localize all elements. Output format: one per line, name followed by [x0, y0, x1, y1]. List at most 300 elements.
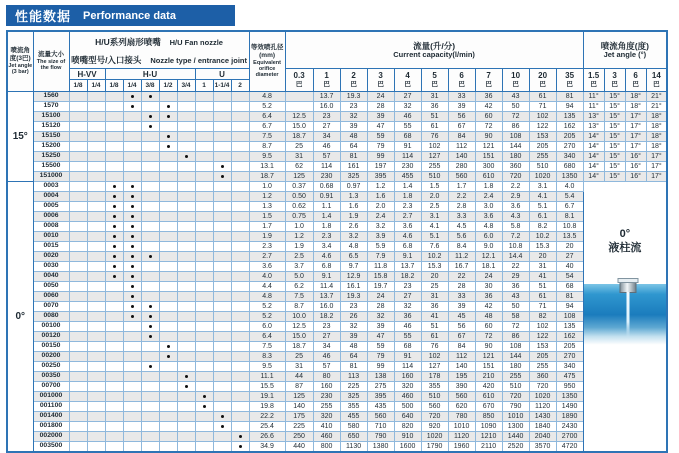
dot-marker	[167, 345, 170, 348]
joint-dot-cell	[69, 402, 87, 412]
joint-dot-cell	[195, 152, 213, 162]
capacity-cell: 16.7	[448, 262, 475, 272]
jet-angle-cell: 13°	[583, 112, 604, 122]
header-row-groups	[7, 69, 667, 80]
capacity-cell: 3570	[529, 442, 556, 453]
capacity-cell: 102	[529, 322, 556, 332]
joint-dot-cell	[177, 142, 195, 152]
joint-dot-cell	[87, 92, 105, 102]
capacity-cell: 3.1	[421, 212, 448, 222]
dot-marker	[185, 375, 188, 378]
joint-dot-cell	[159, 132, 177, 142]
jet-angle-cell: 11°	[583, 92, 604, 102]
capacity-cell: 0.75	[285, 212, 313, 222]
capacity-cell: 86	[502, 332, 529, 342]
capacity-cell: 50	[502, 102, 529, 112]
joint-dot-cell	[141, 142, 159, 152]
flow-number-cell: 0010	[33, 232, 69, 242]
dot-marker	[221, 165, 224, 168]
capacity-cell: 300	[475, 162, 502, 172]
joint-dot-cell	[105, 292, 123, 302]
joint-dot-cell	[195, 372, 213, 382]
capacity-cell: 13.7	[313, 292, 340, 302]
pressure-header: 6 巴	[448, 69, 475, 92]
jet-angle-cell: 17°	[625, 112, 646, 122]
zero-angle-panel	[583, 182, 667, 453]
joint-dot-cell	[87, 162, 105, 172]
capacity-cell: 79	[367, 142, 394, 152]
joint-dot-cell	[105, 262, 123, 272]
joint-dot-cell	[123, 332, 141, 342]
joint-dot-cell	[195, 122, 213, 132]
capacity-cell: 15.8	[367, 272, 394, 282]
dot-marker	[149, 315, 152, 318]
joint-dot-cell	[105, 92, 123, 102]
table-row	[7, 242, 667, 252]
joint-dot-cell	[195, 212, 213, 222]
joint-dot-cell	[69, 142, 87, 152]
capacity-cell: 1.2	[285, 232, 313, 242]
capacity-cell: 18.2	[394, 272, 421, 282]
joint-dot-cell	[159, 312, 177, 322]
joint-dot-cell	[159, 92, 177, 102]
jet-angle-cell: 14°	[583, 162, 604, 172]
joint-dot-cell	[141, 162, 159, 172]
joint-dot-cell	[141, 182, 159, 192]
joint-dot-cell	[177, 332, 195, 342]
capacity-cell: 1090	[475, 422, 502, 432]
table-row	[7, 312, 667, 322]
capacity-cell: 60	[475, 322, 502, 332]
joint-dot-cell	[105, 312, 123, 322]
capacity-cell: 4.0	[556, 182, 583, 192]
capacity-cell: 195	[448, 372, 475, 382]
capacity-cell: 71	[529, 302, 556, 312]
capacity-cell: 395	[367, 172, 394, 182]
joint-dot-cell	[69, 382, 87, 392]
joint-dot-cell	[177, 182, 195, 192]
capacity-cell: 60	[475, 112, 502, 122]
capacity-cell: 255	[529, 362, 556, 372]
capacity-cell: 125	[285, 172, 313, 182]
dot-marker	[131, 205, 134, 208]
capacity-cell: 3.7	[285, 262, 313, 272]
nozzle-size-header: 1/2	[159, 80, 177, 92]
jet-pressure-header: 1.5 巴	[583, 69, 604, 92]
flow-number-cell: 00700	[33, 382, 69, 392]
capacity-cell: 25	[421, 282, 448, 292]
dot-marker	[131, 95, 134, 98]
capacity-cell: 138	[367, 372, 394, 382]
orifice-diameter-cell: 8.7	[249, 142, 285, 152]
joint-dot-cell	[123, 252, 141, 262]
joint-dot-cell	[123, 272, 141, 282]
joint-dot-cell	[231, 172, 249, 182]
joint-dot-cell	[177, 362, 195, 372]
joint-dot-cell	[213, 372, 231, 382]
joint-dot-cell	[69, 162, 87, 172]
flow-number-cell: 0050	[33, 282, 69, 292]
dot-marker	[149, 255, 152, 258]
capacity-cell: 710	[367, 422, 394, 432]
table-row	[7, 362, 667, 372]
liquid-column-label: 液柱流	[608, 241, 642, 254]
joint-dot-cell	[231, 102, 249, 112]
table-row	[7, 372, 667, 382]
capacity-cell: 40	[556, 262, 583, 272]
dot-marker	[113, 195, 116, 198]
joint-dot-cell	[87, 102, 105, 112]
table-row	[7, 342, 667, 352]
capacity-cell: 2.3	[394, 202, 421, 212]
joint-dot-cell	[123, 222, 141, 232]
capacity-cell: 59	[367, 342, 394, 352]
capacity-cell: 43	[502, 292, 529, 302]
dot-marker	[167, 115, 170, 118]
capacity-cell: 1.8	[475, 182, 502, 192]
joint-dot-cell	[87, 392, 105, 402]
capacity-cell: 64	[340, 142, 367, 152]
capacity-cell: 1960	[448, 442, 475, 453]
joint-dot-cell	[195, 242, 213, 252]
jet-angle-cell: 15°	[604, 142, 625, 152]
capacity-cell: 36	[421, 302, 448, 312]
joint-dot-cell	[195, 252, 213, 262]
joint-dot-cell	[213, 392, 231, 402]
joint-dot-cell	[231, 192, 249, 202]
capacity-cell: 72	[475, 332, 502, 342]
joint-dot-cell	[177, 102, 195, 112]
capacity-cell: 114	[313, 162, 340, 172]
joint-dot-cell	[69, 432, 87, 442]
joint-dot-cell	[159, 372, 177, 382]
orifice-diameter-cell: 19.1	[249, 392, 285, 402]
joint-dot-cell	[177, 312, 195, 322]
dot-marker	[113, 205, 116, 208]
capacity-cell: 820	[394, 422, 421, 432]
joint-dot-cell	[177, 282, 195, 292]
capacity-cell: 455	[394, 172, 421, 182]
capacity-cell: 43	[502, 92, 529, 102]
capacity-cell: 94	[556, 302, 583, 312]
capacity-cell: 720	[529, 382, 556, 392]
capacity-cell: 36	[475, 292, 502, 302]
joint-dot-cell	[123, 402, 141, 412]
joint-dot-cell	[87, 212, 105, 222]
capacity-cell: 68	[394, 132, 421, 142]
joint-dot-cell	[87, 182, 105, 192]
flow-number-cell: 0060	[33, 292, 69, 302]
joint-dot-cell	[195, 402, 213, 412]
capacity-cell: 3.2	[367, 222, 394, 232]
joint-dot-cell	[69, 372, 87, 382]
joint-dot-cell	[177, 92, 195, 102]
joint-dot-cell	[105, 102, 123, 112]
table-row	[7, 172, 667, 182]
capacity-cell: 5.6	[448, 232, 475, 242]
joint-dot-cell	[231, 202, 249, 212]
capacity-cell: 0.50	[285, 192, 313, 202]
joint-dot-cell	[213, 442, 231, 453]
joint-dot-cell	[231, 142, 249, 152]
capacity-cell: 6.0	[475, 232, 502, 242]
joint-dot-cell	[213, 432, 231, 442]
joint-dot-cell	[159, 352, 177, 362]
capacity-cell: 76	[421, 342, 448, 352]
joint-dot-cell	[141, 342, 159, 352]
pressure-header: 20 巴	[529, 69, 556, 92]
joint-dot-cell	[159, 122, 177, 132]
table-row	[7, 412, 667, 422]
pressure-header: 35 巴	[556, 69, 583, 92]
joint-dot-cell	[105, 332, 123, 342]
joint-dot-cell	[195, 222, 213, 232]
dot-marker	[113, 225, 116, 228]
capacity-cell: 2.4	[475, 192, 502, 202]
dot-marker	[149, 125, 152, 128]
joint-dot-cell	[141, 332, 159, 342]
joint-dot-cell	[69, 272, 87, 282]
capacity-cell: 2520	[502, 442, 529, 453]
joint-dot-cell	[69, 352, 87, 362]
capacity-cell: 94	[556, 102, 583, 112]
capacity-cell: 160	[313, 382, 340, 392]
joint-dot-cell	[177, 212, 195, 222]
jet-angle-cell: 18°	[646, 132, 667, 142]
orifice-diameter-cell: 2.3	[249, 242, 285, 252]
capacity-cell: 8.1	[556, 212, 583, 222]
flow-number-cell: 15200	[33, 142, 69, 152]
joint-dot-cell	[69, 252, 87, 262]
table-row	[7, 322, 667, 332]
capacity-cell: 26	[340, 312, 367, 322]
joint-dot-cell	[177, 372, 195, 382]
dot-marker	[149, 365, 152, 368]
capacity-cell: 48	[340, 132, 367, 142]
capacity-cell: 55	[394, 332, 421, 342]
joint-dot-cell	[213, 262, 231, 272]
table-row	[7, 182, 667, 192]
joint-dot-cell	[141, 402, 159, 412]
capacity-cell: 16.0	[313, 102, 340, 112]
table-row	[7, 212, 667, 222]
joint-dot-cell	[123, 132, 141, 142]
joint-dot-cell	[123, 122, 141, 132]
capacity-cell: 580	[340, 422, 367, 432]
joint-dot-cell	[141, 422, 159, 432]
flow-number-cell: 0008	[33, 222, 69, 232]
capacity-cell: 19.3	[340, 292, 367, 302]
joint-dot-cell	[105, 372, 123, 382]
capacity-cell: 11.2	[448, 252, 475, 262]
joint-dot-cell	[123, 292, 141, 302]
orifice-diameter-cell: 1.7	[249, 222, 285, 232]
joint-dot-cell	[69, 172, 87, 182]
joint-dot-cell	[231, 92, 249, 102]
orifice-diameter-cell: 4.4	[249, 282, 285, 292]
joint-dot-cell	[105, 342, 123, 352]
joint-dot-cell	[231, 152, 249, 162]
joint-dot-cell	[231, 262, 249, 272]
joint-dot-cell	[105, 412, 123, 422]
capacity-cell: 23	[313, 322, 340, 332]
section-angle-label: 15°	[7, 92, 33, 182]
capacity-cell: 91	[394, 142, 421, 152]
orifice-diameter-cell: 9.5	[249, 362, 285, 372]
capacity-cell: 510	[529, 162, 556, 172]
capacity-cell: 205	[556, 342, 583, 352]
capacity-cell: 15.3	[529, 242, 556, 252]
capacity-cell: 81	[556, 92, 583, 102]
capacity-cell: 135	[556, 322, 583, 332]
joint-dot-cell	[105, 172, 123, 182]
capacity-cell: 61	[529, 292, 556, 302]
joint-dot-cell	[141, 202, 159, 212]
joint-dot-cell	[141, 272, 159, 282]
jet-angle-cell: 13°	[583, 122, 604, 132]
dot-marker	[113, 215, 116, 218]
joint-dot-cell	[231, 422, 249, 432]
orifice-diameter-cell: 5.2	[249, 312, 285, 322]
joint-dot-cell	[105, 442, 123, 453]
jet-angle-cell: 15°	[604, 152, 625, 162]
table-row	[7, 92, 667, 102]
joint-dot-cell	[213, 132, 231, 142]
capacity-cell: 325	[340, 392, 367, 402]
capacity-cell: 50	[502, 302, 529, 312]
capacity-cell: 2.9	[502, 192, 529, 202]
joint-dot-cell	[195, 232, 213, 242]
capacity-cell: 1.6	[367, 192, 394, 202]
nozzle-group-u: U	[195, 69, 249, 80]
capacity-cell: 1210	[475, 432, 502, 442]
capacity-cell: 255	[529, 152, 556, 162]
capacity-cell: 1.5	[421, 182, 448, 192]
capacity-cell: 31	[529, 262, 556, 272]
joint-dot-cell	[177, 222, 195, 232]
dot-marker	[239, 435, 242, 438]
capacity-cell: 1.8	[313, 222, 340, 232]
joint-dot-cell	[105, 422, 123, 432]
joint-dot-cell	[69, 312, 87, 322]
capacity-cell: 11.8	[367, 262, 394, 272]
flow-number-cell: 0070	[33, 302, 69, 312]
nozzle-size-header: 2	[231, 80, 249, 92]
capacity-cell: 9.1	[394, 252, 421, 262]
flow-number-cell: 003500	[33, 442, 69, 453]
capacity-cell: 1490	[556, 402, 583, 412]
orifice-diameter-cell: 6.0	[249, 322, 285, 332]
joint-dot-cell	[177, 292, 195, 302]
capacity-cell: 31	[421, 292, 448, 302]
joint-dot-cell	[123, 432, 141, 442]
capacity-cell: 31	[285, 362, 313, 372]
capacity-cell: 920	[421, 422, 448, 432]
capacity-cell: 320	[394, 382, 421, 392]
capacity-cell: 23	[394, 282, 421, 292]
capacity-cell: 560	[421, 402, 448, 412]
capacity-cell: 910	[394, 432, 421, 442]
joint-dot-cell	[195, 202, 213, 212]
joint-dot-cell	[177, 262, 195, 272]
capacity-cell: 5.9	[367, 242, 394, 252]
joint-dot-cell	[123, 262, 141, 272]
joint-dot-cell	[105, 152, 123, 162]
capacity-cell: 1120	[529, 402, 556, 412]
flow-number-cell: 0003	[33, 182, 69, 192]
joint-dot-cell	[141, 112, 159, 122]
table-row	[7, 262, 667, 272]
table-row	[7, 142, 667, 152]
capacity-cell: 360	[529, 372, 556, 382]
capacity-cell: 6.8	[313, 262, 340, 272]
joint-dot-cell	[69, 152, 87, 162]
joint-dot-cell	[213, 222, 231, 232]
joint-dot-cell	[141, 322, 159, 332]
joint-dot-cell	[69, 192, 87, 202]
table-row	[7, 112, 667, 122]
capacity-cell: 9.7	[340, 262, 367, 272]
table-row	[7, 292, 667, 302]
joint-dot-cell	[213, 252, 231, 262]
joint-dot-cell	[213, 422, 231, 432]
capacity-cell: 5.0	[285, 272, 313, 282]
capacity-cell: 127	[421, 152, 448, 162]
joint-dot-cell	[213, 122, 231, 132]
joint-dot-cell	[123, 112, 141, 122]
capacity-cell: 5.8	[502, 222, 529, 232]
dot-marker	[131, 275, 134, 278]
capacity-cell: 2110	[475, 442, 502, 453]
joint-dot-cell	[123, 232, 141, 242]
capacity-cell: 108	[502, 132, 529, 142]
capacity-cell: 72	[475, 122, 502, 132]
joint-dot-cell	[159, 182, 177, 192]
joint-dot-cell	[123, 412, 141, 422]
joint-dot-cell	[123, 152, 141, 162]
capacity-cell: 340	[556, 152, 583, 162]
capacity-cell: 51	[529, 282, 556, 292]
orifice-diameter-cell: 34.9	[249, 442, 285, 453]
joint-dot-cell	[177, 152, 195, 162]
capacity-cell: 153	[529, 132, 556, 142]
jet-angle-cell: 15°	[604, 132, 625, 142]
joint-dot-cell	[159, 302, 177, 312]
jet-angle-cell: 15°	[604, 122, 625, 132]
joint-dot-cell	[177, 352, 195, 362]
orifice-diameter-cell: 5.2	[249, 302, 285, 312]
dot-marker	[131, 225, 134, 228]
capacity-cell: 67	[448, 332, 475, 342]
joint-dot-cell	[141, 362, 159, 372]
capacity-cell: 39	[367, 322, 394, 332]
joint-dot-cell	[123, 442, 141, 453]
dot-marker	[185, 155, 188, 158]
capacity-cell: 28	[367, 102, 394, 112]
joint-dot-cell	[141, 282, 159, 292]
joint-dot-cell	[213, 332, 231, 342]
joint-dot-cell	[141, 292, 159, 302]
capacity-cell: 30	[475, 282, 502, 292]
capacity-cell: 230	[313, 172, 340, 182]
capacity-cell: 3.4	[313, 242, 340, 252]
joint-dot-cell	[141, 152, 159, 162]
joint-dot-cell	[159, 192, 177, 202]
joint-dot-cell	[231, 222, 249, 232]
pressure-header: 7 巴	[475, 69, 502, 92]
capacity-cell: 160	[394, 372, 421, 382]
orifice-diameter-cell: 7.5	[249, 132, 285, 142]
